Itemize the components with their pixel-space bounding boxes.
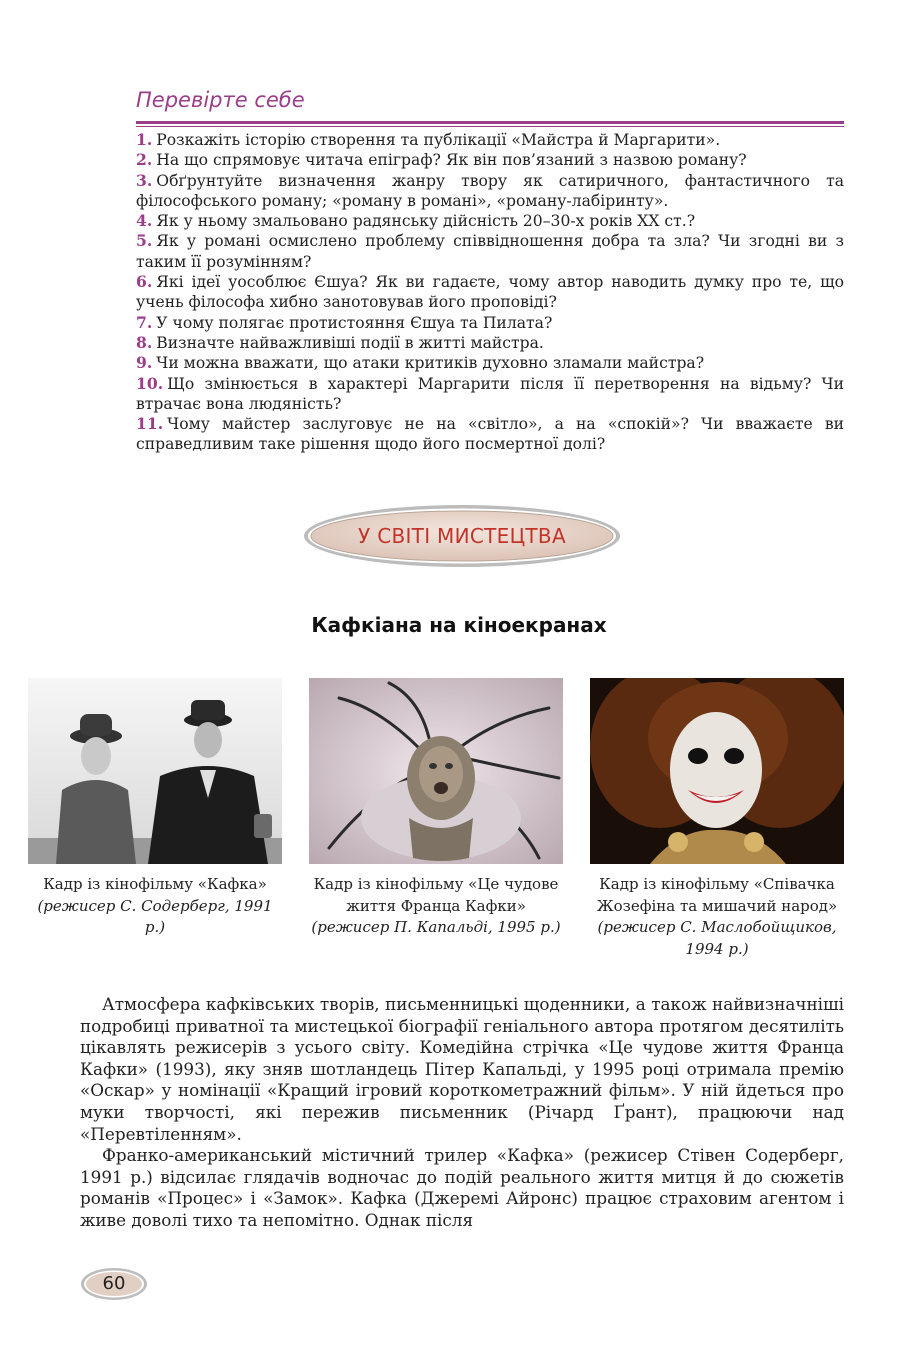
question-item: 2. На що спрямовує читача епіграф? Як він пов’язаний з назвою роману? <box>136 150 747 170</box>
figure-franz-kafka-1995 <box>309 678 563 939</box>
question-item: 10. Що змінюється в характері Маргарити після її перетворення на відьму? Чи втрачає вона людяність? <box>136 373 844 413</box>
figure-caption <box>28 874 282 939</box>
art-section-badge <box>302 503 622 569</box>
body-paragraph: Франко-американський містичний трилер «Кафка» (режисер Стівен Содерберг, 1991 р.) відсилає глядачів водночас до подій реального життя митця й до сюжетів романів «Процес» і «Замок». Кафка (Джеремі Айронс) працює страховим агентом і живе доволі тихо та непомітно. Однак після <box>80 1145 844 1230</box>
figure-caption <box>590 874 844 960</box>
caption-credit: (режисер П. Капальді, 1995 р.) <box>311 918 561 936</box>
check-yourself-heading: Перевірте себе <box>136 88 305 112</box>
question-item: 5. Як у романі осмислено проблему співвідношення добра та зла? Чи згодні ви з таким її розумінням? <box>136 231 844 271</box>
question-item: 6. Які ідеї уособлює Єшуа? Як ви гадаєте, чому автор наводить думку про те, що учень філософа хибно занотовував його проповіді? <box>136 272 844 312</box>
caption-text: Кадр із кінофільму «Кафка» <box>43 875 267 893</box>
caption-text: Кадр із кінофільму «Співачка Жозефіна та мишачий народ» <box>596 875 838 915</box>
question-item: 1. Розкажіть історію створення та публікації «Майстра й Маргарити». <box>136 130 721 149</box>
body-paragraph: Атмосфера кафківських творів, письменницькі щоденники, а також найвизначніші подробиці приватної та мистецької біографії геніального автора протягом десятиліть цікавлять режисерів з усього світу. Комедійна стрічка «Це чудове життя Франца Кафки» (1993), яку зняв шотландець Пітер Капальді, у 1995 році отримала премію «Оскар» у номінації «Кращий ігровий короткометражний фільм». У ній йдеться про муки творчості, які пережив письменник (Річард Ґрант), працюючи над «Перевтіленням». <box>80 994 844 1144</box>
figure-josephine-1994 <box>590 678 844 960</box>
question-item: 7. У чому полягає протистояння Єшуа та Пилата? <box>136 312 553 332</box>
figure-caption <box>309 874 563 939</box>
caption-text: Кадр із кінофільму «Це чудове життя Франца Кафки» <box>313 875 559 915</box>
heading-rule-thick <box>136 121 844 124</box>
film-still-photo <box>309 678 563 864</box>
caption-credit: (режисер С. Маслобойщиков, 1994 р.) <box>597 918 837 958</box>
question-item: 9. Чи можна вважати, що атаки критиків духовно зламали майстра? <box>136 353 705 373</box>
question-item: 4. Як у ньому змальовано радянську дійсність 20–30-х років XX ст.? <box>136 211 696 231</box>
art-section-label: У СВІТІ МИСТЕЦТВА <box>358 524 566 548</box>
heading-rule-thin <box>136 126 844 127</box>
film-still-photo <box>28 678 282 864</box>
question-item: 8. Визначте найважливіші події в житті майстра. <box>136 332 544 352</box>
section-title: Кафкіана на кіноекранах <box>311 613 607 637</box>
question-item: 11. Чому майстер заслуговує не на «світло», а на «спокій»? Чи вважаєте ви справедливим таке рішення щодо його посмертної долі? <box>136 414 844 454</box>
page-number-badge <box>80 1267 148 1301</box>
page-number: 60 <box>102 1273 126 1294</box>
questions-list <box>136 130 844 455</box>
caption-credit: (режисер С. Содерберг, 1991 р.) <box>37 896 273 936</box>
film-still-photo <box>590 678 844 864</box>
body-text <box>80 994 844 1232</box>
figure-kafka-1991 <box>28 678 282 939</box>
question-item: 3. Обґрунтуйте визначення жанру твору як сатиричного, фантастичного та філософського роману; «роману в романі», «роману-лабіринту». <box>136 170 844 210</box>
